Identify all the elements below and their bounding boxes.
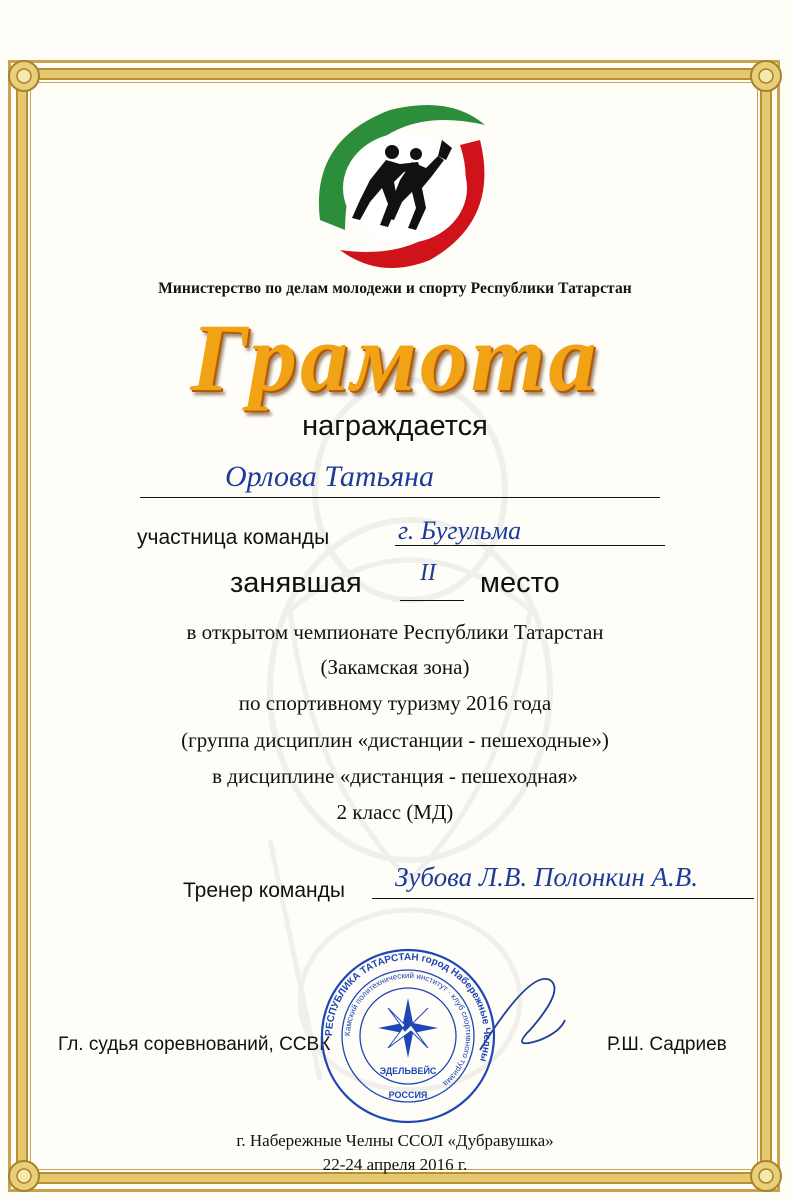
stamp-center-text: ЭДЕЛЬВЕЙС (379, 1066, 437, 1076)
description-line-2: (Закамская зона) (320, 655, 470, 679)
ministry-name: Министерство по делам молодежи и спорту Республики Татарстан (158, 280, 632, 297)
description-line-1: в открытом чемпионате Республики Татарстан (186, 620, 604, 644)
recipient-name: Орлова Татьяна (225, 460, 435, 493)
place-prefix: занявшая (230, 567, 362, 599)
place-suffix: место (480, 567, 560, 599)
team-value: г. Бугульма (398, 516, 522, 545)
location-line: г. Набережные Челны ССОЛ «Дубравушка» (236, 1131, 554, 1150)
corner-ornament-icon (4, 56, 44, 96)
stamp-inner-text: Камский политехнический институт · клуб спортивного туризма (342, 970, 474, 1089)
place-underline (400, 600, 464, 601)
coach-value: Зубова Л.В. Полонкин А.В. (395, 862, 698, 892)
certificate-title: Грамота (190, 304, 600, 411)
corner-ornament-icon (746, 56, 786, 96)
coach-underline (372, 898, 754, 899)
coach-label: Тренер команды (183, 879, 345, 902)
description-line-6: 2 класс (МД) (336, 800, 454, 824)
description-line-3: по спортивному туризму 2016 года (238, 691, 552, 715)
team-label: участница команды (137, 526, 330, 549)
place-value: II (420, 560, 436, 586)
ministry-logo-icon (300, 100, 500, 270)
description-line-4: (группа дисциплин «дистанции - пешеходные») (181, 728, 609, 752)
stamp-outer-text: РЕСПУБЛИКА ТАТАРСТАН город Набережные Челны (323, 951, 493, 1063)
name-underline (140, 497, 660, 498)
judge-name: Р.Ш. Садриев (607, 1034, 727, 1055)
awarded-label: награждается (302, 410, 488, 442)
official-stamp-icon (318, 948, 498, 1124)
judge-label: Гл. судья соревнований, ССВК (58, 1034, 331, 1055)
team-underline (395, 545, 665, 546)
dates-line: 22-24 апреля 2016 г. (322, 1155, 468, 1174)
description-line-5: в дисциплине «дистанция - пешеходная» (212, 764, 578, 788)
stamp-bottom-text: РОССИЯ (388, 1090, 428, 1100)
